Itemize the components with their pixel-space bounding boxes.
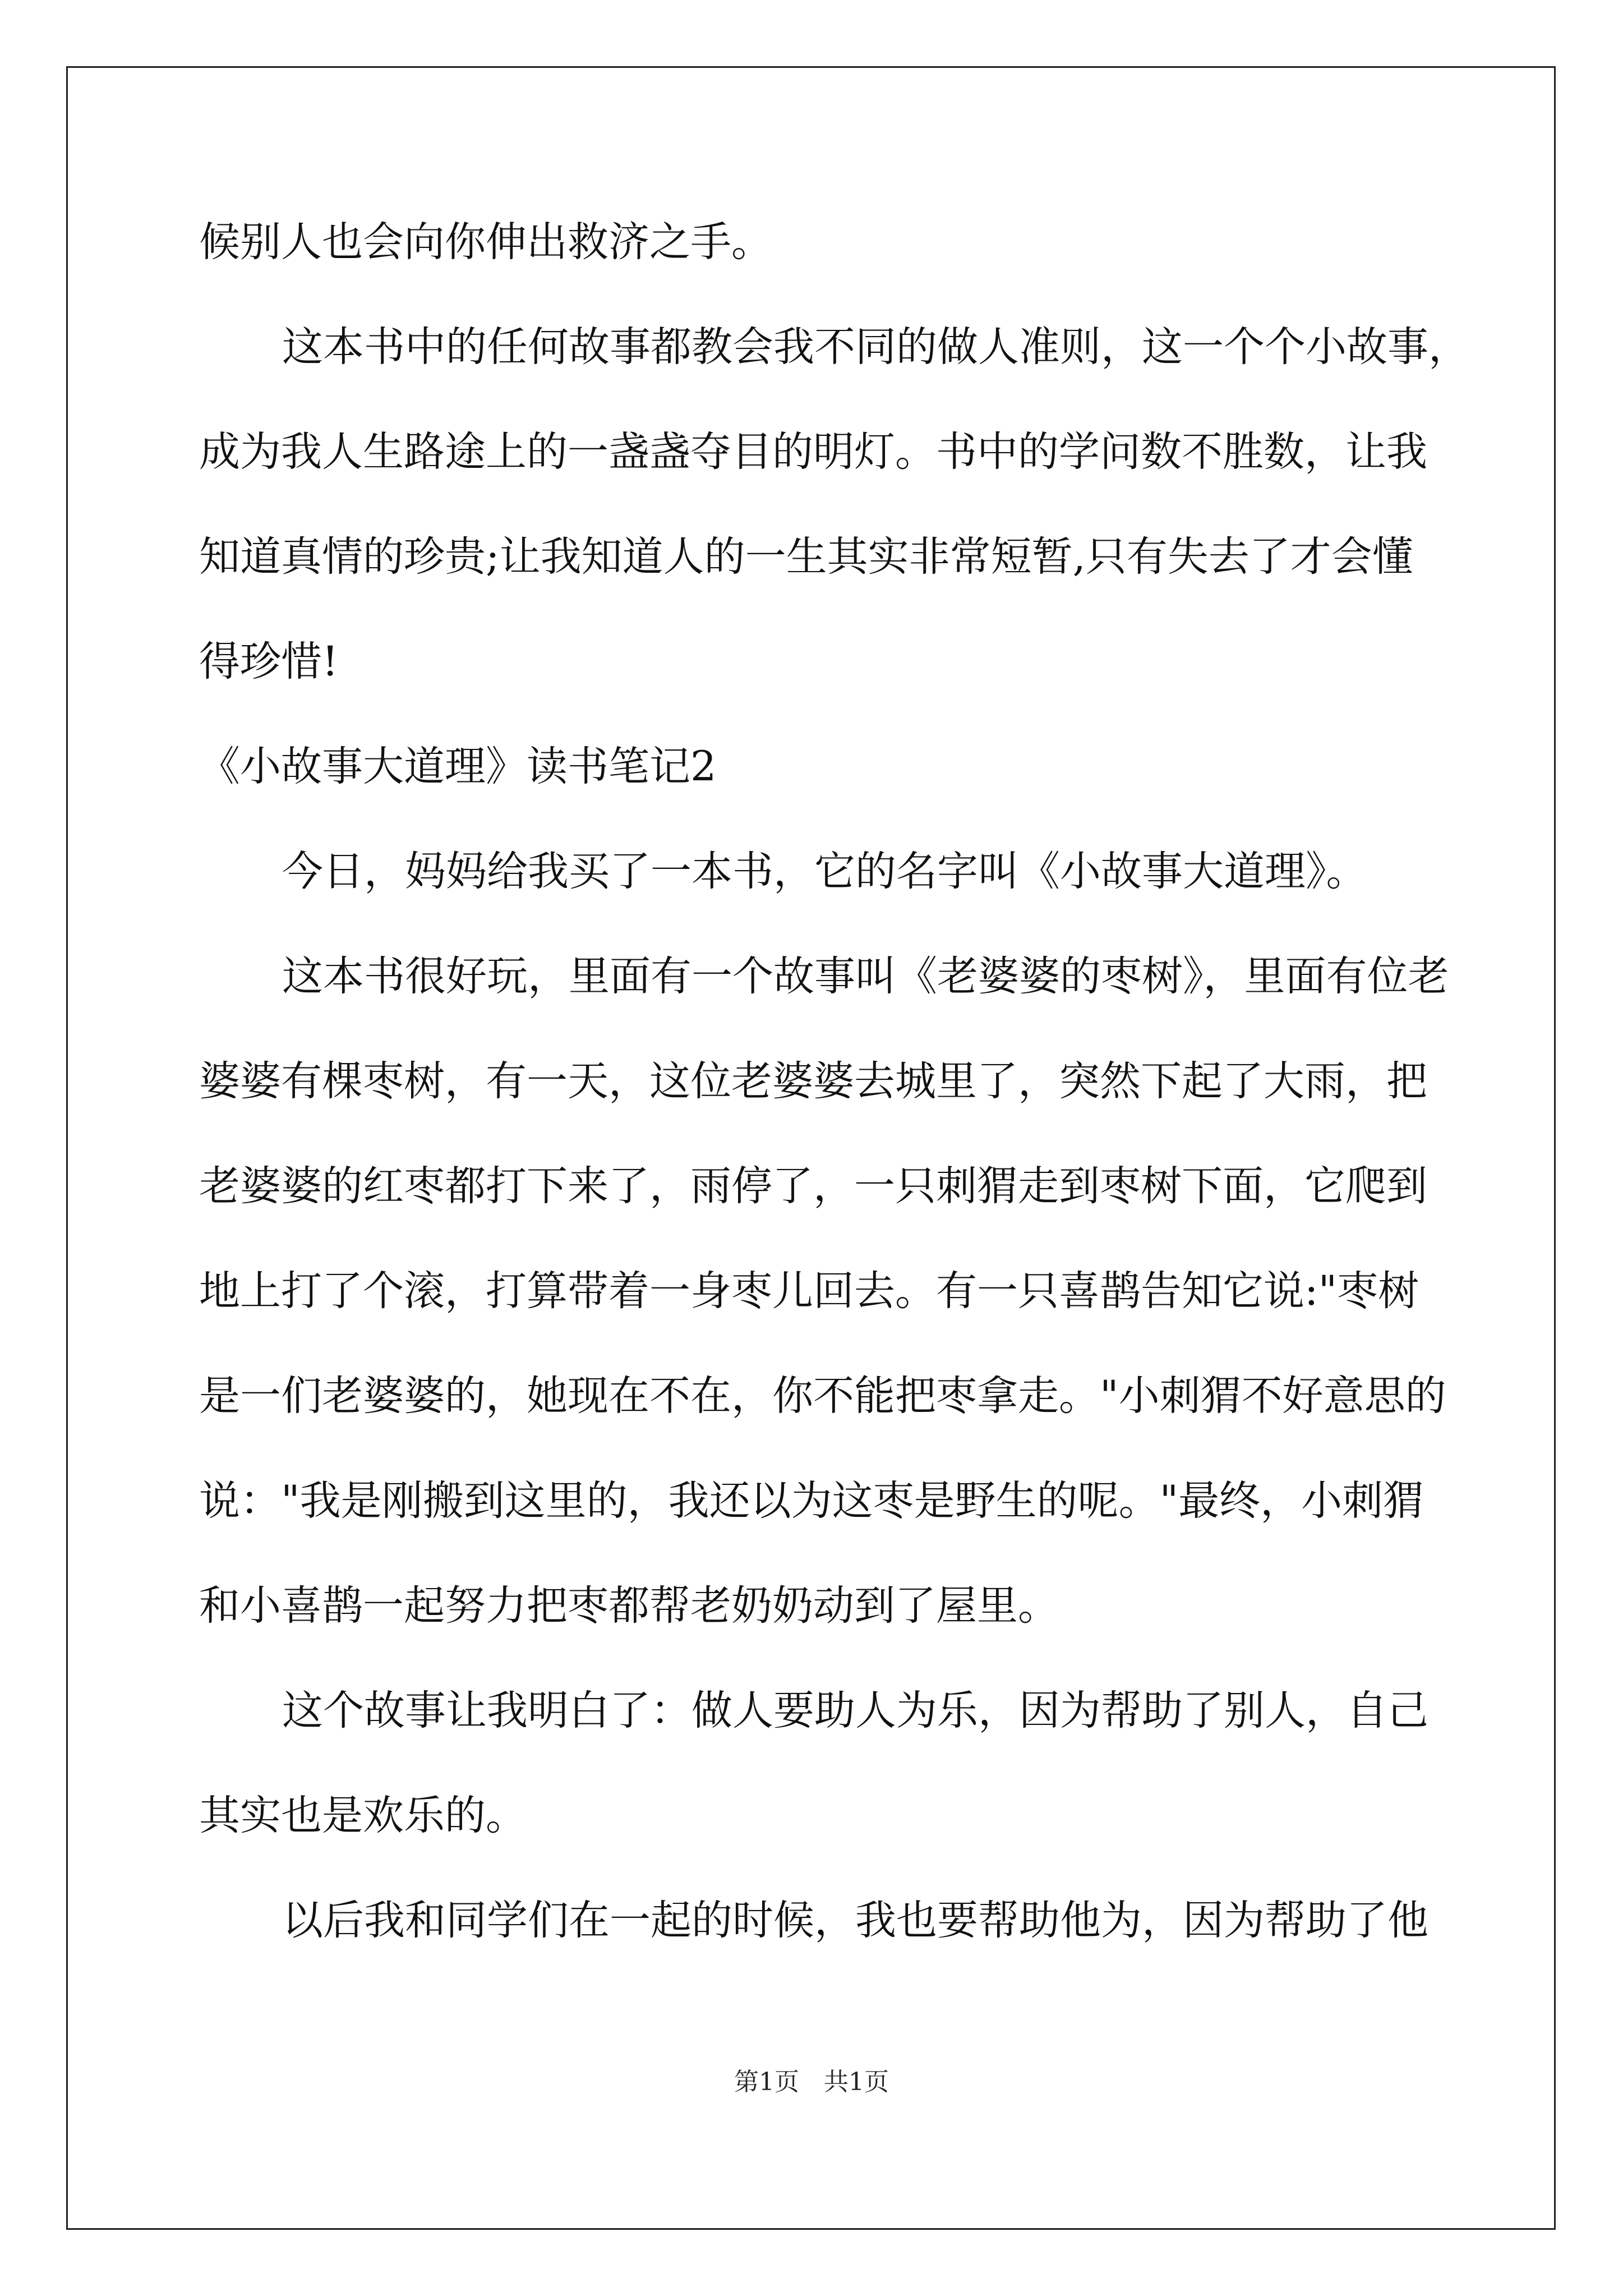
text-line: 这个故事让我明白了：做人要助人为乐，因为帮助了别人，自己 [282, 1687, 1428, 1734]
section-heading: 《小故事大道理》读书笔记2 [199, 743, 717, 790]
text-line: 得珍惜! [199, 638, 339, 685]
text-line: 成为我人生路途上的一盏盏夺目的明灯。书中的学问数不胜数，让我 [199, 428, 1427, 476]
text-line: 知道真情的珍贵;让我知道人的一生其实非常短暂,只有失去了才会懂 [199, 533, 1413, 581]
text-line: 以后我和同学们在一起的时候，我也要帮助他为，因为帮助了他 [282, 1897, 1428, 1944]
text-line: 其实也是欢乐的。 [199, 1792, 527, 1839]
text-line: 这本书中的任何故事都教会我不同的做人准则，这一个个小故事， [282, 323, 1469, 371]
text-line: 说："我是刚搬到这里的，我还以为这枣是野生的呢。"最终，小刺猬 [199, 1477, 1424, 1525]
text-line: 地上打了个滚，打算带着一身枣儿回去。有一只喜鹊告知它说:"枣树 [199, 1267, 1419, 1315]
text-line: 今日，妈妈给我买了一本书，它的名字叫《小故事大道理》。 [282, 848, 1367, 895]
text-line: 候别人也会向你伸出救济之手。 [199, 218, 772, 266]
text-line: 婆婆有棵枣树，有一天，这位老婆婆去城里了，突然下起了大雨，把 [199, 1057, 1427, 1105]
text-line: 是一们老婆婆的，她现在不在，你不能把枣拿走。"小刺猬不好意思的 [199, 1372, 1446, 1420]
text-line: 和小喜鹊一起努力把枣都帮老奶奶动到了屋里。 [199, 1582, 1059, 1630]
page-footer: 第1页 共1页 [734, 2068, 889, 2096]
text-line: 老婆婆的红枣都打下来了，雨停了，一只刺猬走到枣树下面，它爬到 [199, 1162, 1427, 1210]
text-line: 这本书很好玩，里面有一个故事叫《老婆婆的枣树》，里面有位老 [282, 953, 1449, 1000]
